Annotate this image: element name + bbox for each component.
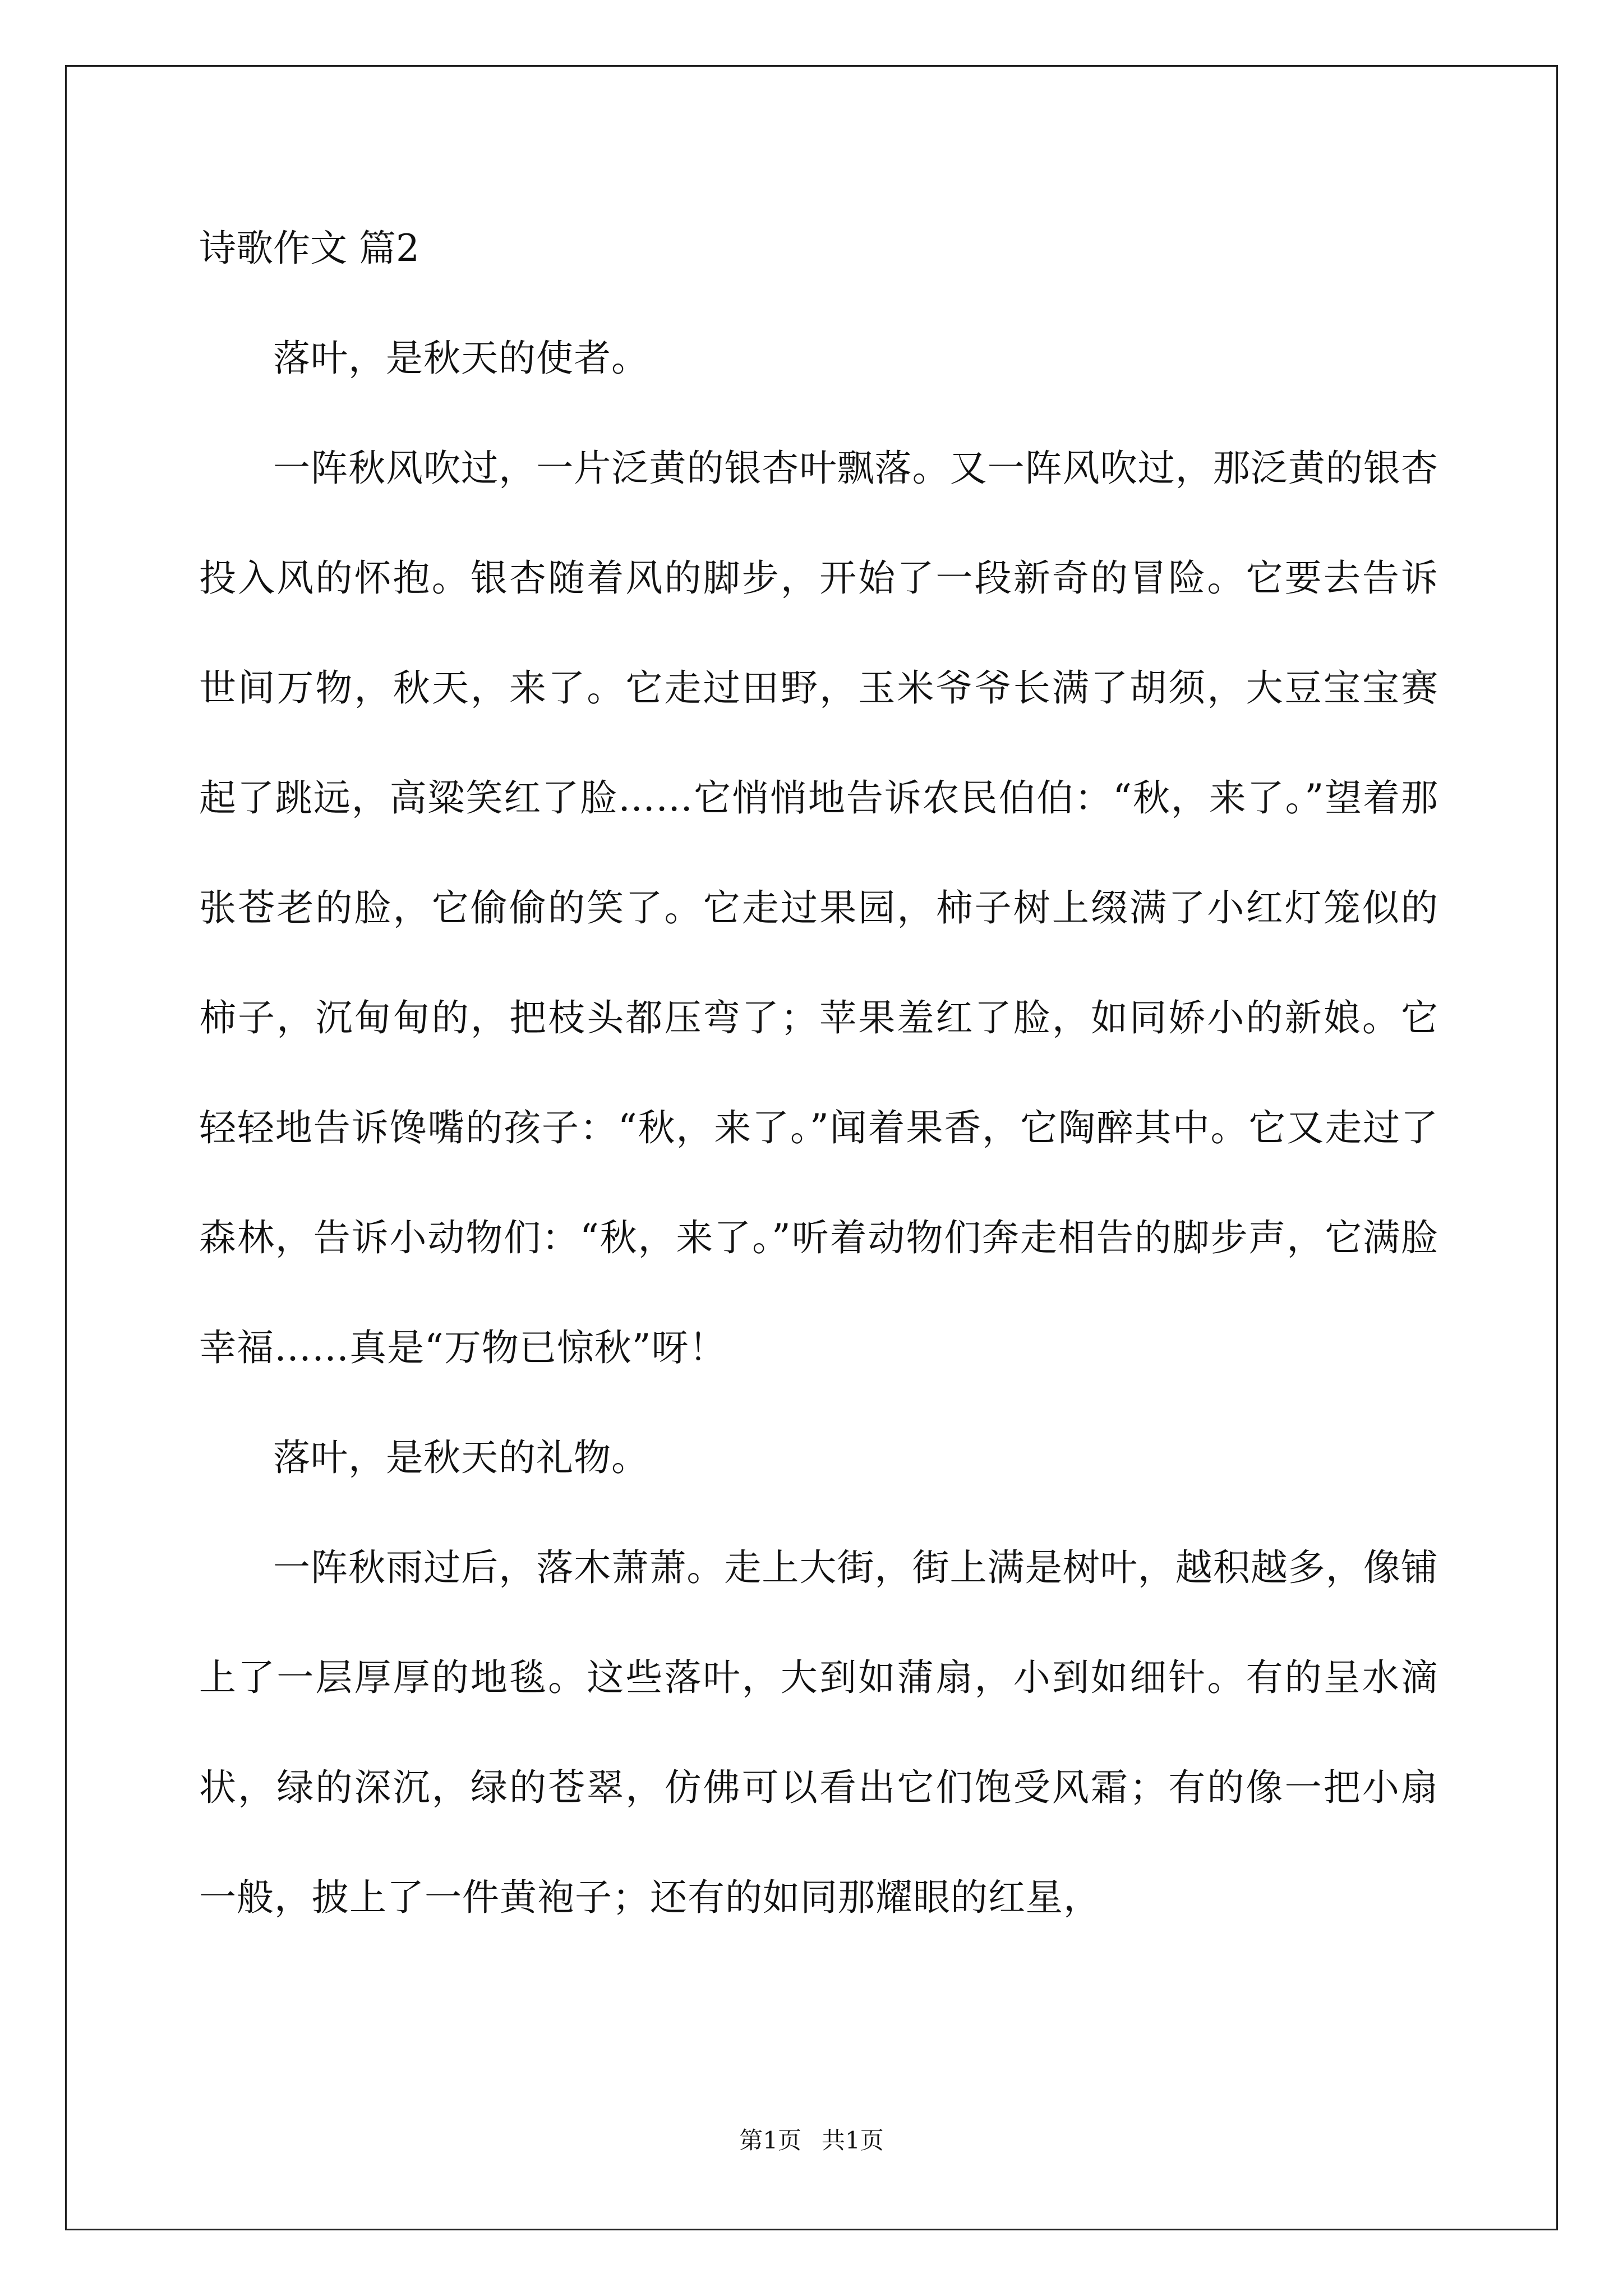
document-body <box>199 222 1438 1953</box>
paragraph-3: 落叶，是秋天的礼物。 <box>273 1436 649 1479</box>
page-footer <box>0 2124 1623 2157</box>
paragraph-2: 一阵秋风吹过，一片泛黄的银杏叶飘落。又一阵风吹过，那泛黄的银杏投入风的怀抱。银杏随着风的脚步，开始了一段新奇的冒险。它要去告诉世间万物，秋天，来了。它走过田野，玉米爷爷长满了胡须，大豆宝宝赛起了跳远，高粱笑红了脸……它悄悄地告诉农民伯伯：“秋，来了。”望着那张苍老的脸，它偷偷的笑了。它走过果园，柿子树上缀满了小红灯笼似的柿子，沉甸甸的，把枝头都压弯了；苹果羞红了脸，如同娇小的新娘。它轻轻地告诉馋嘴的孩子：“秋，来了。”闻着果香，它陶醉其中。它又走过了森林，告诉小动物们：“秋，来了。”听着动物们奔走相告的脚步声，它满脸幸福……真是“万物已惊秋”呀！ <box>199 447 1438 1369</box>
page-number: 第1页 <box>739 2127 801 2154</box>
paragraph-4: 一阵秋雨过后，落木萧萧。走上大街，街上满是树叶，越积越多，像铺上了一层厚厚的地毯。这些落叶，大到如蒲扇，小到如细针。有的呈水滴状，绿的深沉，绿的苍翠，仿佛可以看出它们饱受风霜；有的像一把小扇一般，披上了一件黄袍子；还有的如同那耀眼的红星， <box>199 1546 1438 1919</box>
document-title: 诗歌作文 篇2 <box>199 227 419 270</box>
page-total: 共1页 <box>822 2127 884 2154</box>
paragraph-1: 落叶，是秋天的使者。 <box>273 337 649 380</box>
